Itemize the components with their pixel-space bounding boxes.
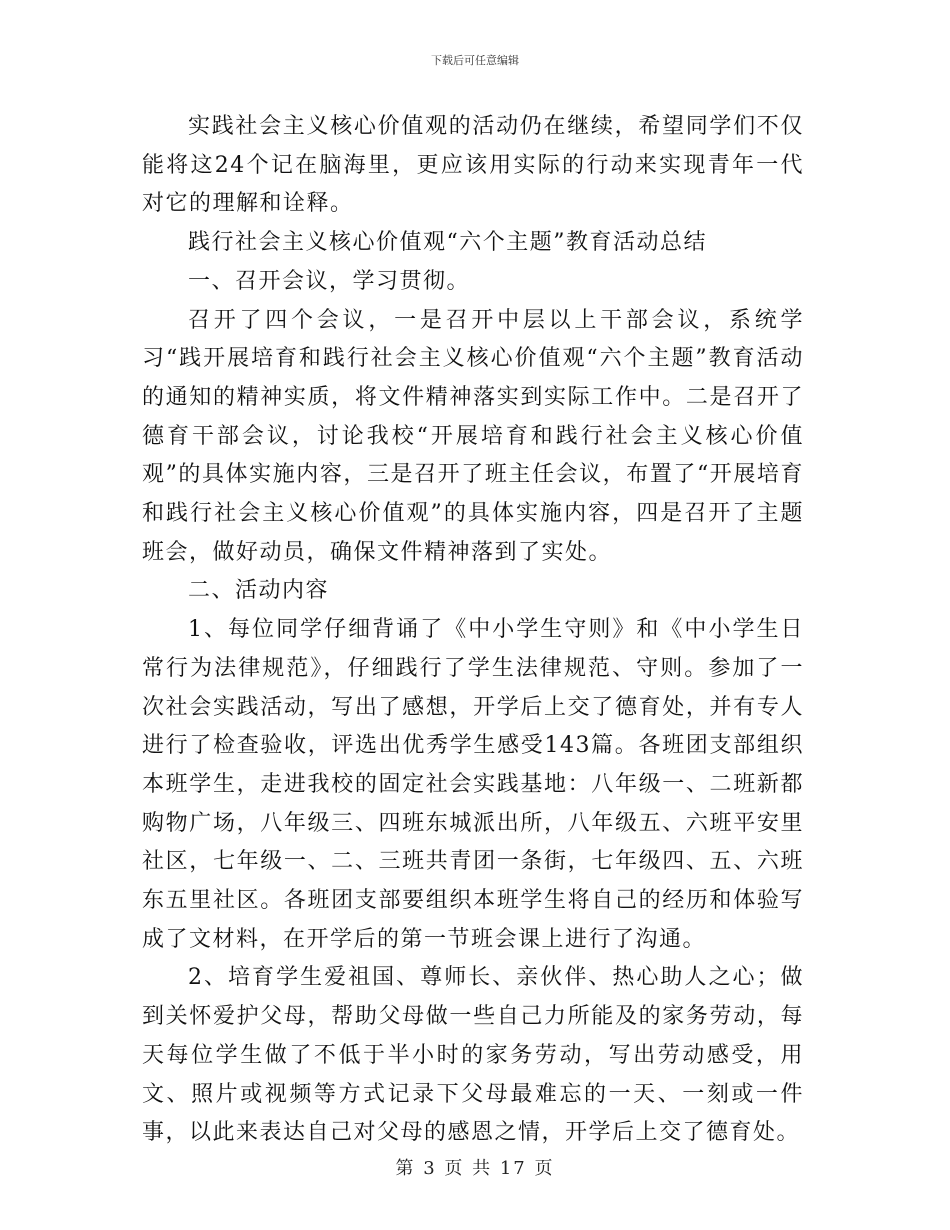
paragraph-activity-1: 1、每位同学仔细背诵了《中小学生守则》和《中小学生日常行为法律规范》，仔细践行了学生法律规范、守则。参加了一次社会实践活动，写出了感想，开学后上交了德育处，并有专人进行了检查验收，评选出优秀学生感受143篇。各班团支部组织本班学生，走进我校的固定社会实践基地：八年级一、二班新都购物广场，八年级三、四班东城派出所，八年级五、六班平安里社区，七年级一、二、三班共青团一条街，七年级四、五、六班东五里社区。各班团支部要组织本班学生将自己的经历和体验写成了文材料，在开学后的第一节班会课上进行了沟通。 [142,617,804,952]
section-title: 践行社会主义核心价值观“六个主题”教育活动总结 [188,230,707,256]
document-body [142,108,804,1153]
paragraph-intro: 实践社会主义核心价值观的活动仍在继续，希望同学们不仅能将这24个记在脑海里，更应该用实际的行动来实现青年一代对它的理解和诠释。 [142,114,804,217]
heading-activities: 二、活动内容 [188,578,330,604]
heading-meetings: 一、召开会议，学习贯彻。 [188,268,471,294]
page-header: 下载后可任意编辑 [431,54,519,67]
paragraph-meetings: 召开了四个会议，一是召开中层以上干部会议，系统学习“践开展培育和践行社会主义核心价值观“六个主题”教育活动的通知的精神实质，将文件精神落实到实际工作中。二是召开了德育干部会议，讨论我校“开展培育和践行社会主义核心价值观”的具体实施内容，三是召开了班主任会议，布置了“开展培育和践行社会主义核心价值观”的具体实施内容，四是召开了主题班会，做好动员，确保文件精神落到了实处。 [142,307,804,565]
paragraph-activity-2: 2、培育学生爱祖国、尊师长、亲伙伴、热心助人之心；做到关怀爱护父母，帮助父母做一些自己力所能及的家务劳动，每天每位学生做了不低于半小时的家务劳动，写出劳动感受，用文、照片或视频等方式记录下父母最难忘的一天、一刻或一件事，以此来表达自己对父母的感恩之情，开学后上交了德育处。 [142,965,804,1146]
page-number-footer: 第 3 页 共 17 页 [395,1158,555,1179]
